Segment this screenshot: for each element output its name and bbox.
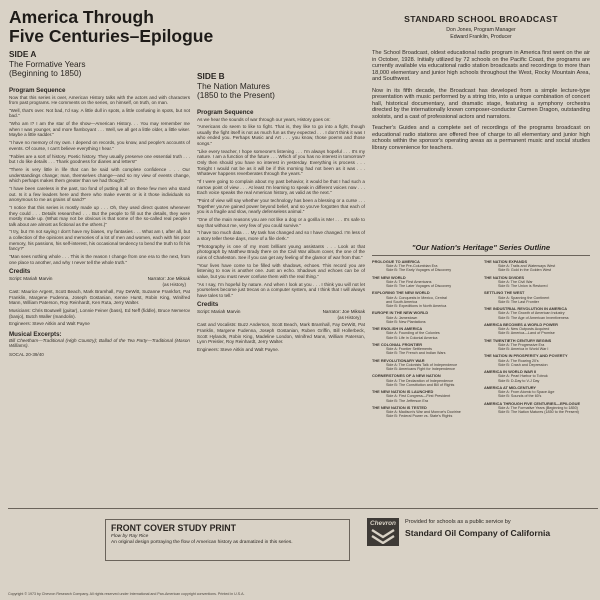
outline-group	[484, 291, 590, 304]
outline-item: and South America	[386, 299, 418, 304]
outline-item: Side A: The Progressive Era	[498, 342, 545, 347]
side-b-paragraph: "If I were going to complain about my past behavior, it would be that I had such a narrow point of view . . . At least I'm learning to speak in different voices now . . . Each voice speaks the real American history, as valid as the next."	[197, 179, 365, 196]
outline-item: Side B: The Age of American Inventiveness	[498, 315, 569, 320]
outline-item: Side B: America—Land of Promise	[498, 331, 555, 336]
broadcast-text	[372, 50, 590, 151]
side-a-paragraph: "I have no memory of my own. I depend on records, you know, and people's accounts of events. Of course, I can't believe everything I hear."	[9, 140, 190, 151]
outline-group-heading: AMERICA BECOMES A WORLD POWER	[484, 321, 558, 327]
front-cover-box	[105, 519, 350, 561]
outline-item: Side A: The Growth of American Industry	[498, 311, 565, 316]
side-a-title: The Formative Years	[9, 58, 86, 69]
outline-item: Side A: The Pre-Columbian Era	[386, 264, 438, 269]
outline-group	[372, 406, 478, 419]
outline-item: Side A: Conquests in Mexico, Central	[386, 295, 447, 300]
outline-left-column	[372, 260, 478, 422]
side-a-label: SIDE A	[9, 49, 37, 59]
outline-item: Side B: Crash and Depression	[498, 362, 548, 367]
outline-group	[484, 370, 590, 383]
outline-item: Side A: The First Americans	[386, 279, 432, 284]
catalog-number: SOCAL 20-39/40	[9, 351, 44, 357]
outline-group	[484, 307, 590, 320]
outline-group-heading: THE COLONIAL FRONTIER	[372, 341, 423, 347]
side-a-paragraph: "Man sees nothing whole . . . This is the reason I change from one era to the next, from one place to another, and why I never tell the whole truth."	[9, 254, 190, 265]
side-a-paragraph: "Fables are a sort of history. Poetic history. They usually preserve one essential truth . . . but I do like details . . . Thank goodness for diaries and letters!"	[9, 153, 190, 165]
outline-group-heading: THE NEW WORLD	[372, 274, 406, 280]
side-a-paragraph: "Well, that's over. Not bad, I'd say. A little dull in spots, a little confusing in spots, but not bad."	[9, 107, 190, 119]
outline-group-heading: EXPLORING THE NEW WORLD	[372, 290, 430, 296]
side-a-paragraph: Now that this series is over, American History talks with the actors and with characters from past programs. He comments on the series, on himself, on truth, on man.	[9, 94, 190, 106]
side-a-paragraph: "I try, but I'm not saying I don't have my biases, my fantasies . . . What am I, after all, but a collection of the opinions and memories of a lot of men and women, each with his poor memory, his passions, his self-interest, his occasional tendency to bend the truth to fit his fancy?"	[9, 229, 190, 252]
side-b-paragraph: As we hear the sounds of war through our years, History goes on:	[197, 116, 331, 122]
side-a-paragraph: "I have been careless in the past, too fond of putting it all on these few men who stand out. Is it a few leaders here and there who make events or is it those individuals so anonymous to me as grains of sand?"	[9, 185, 190, 203]
outline-title: "Our Nation's Heritage" Series Outline	[411, 243, 551, 252]
side-b-paragraph: "Your lives have come to be filled with shadows, echoes. This record you are listening to now is another one. Just an echo. Shadows and echoes can be of value, but you must never confuse them with the real thing."	[197, 262, 365, 279]
outline-item: Side B: New Plantations	[386, 319, 426, 324]
outline-item: Side A: The Civil War	[498, 279, 533, 284]
sponsor-block	[405, 519, 595, 538]
side-a-subtitle: (Beginning to 1850)	[9, 68, 82, 78]
outline-item: Side A: Founding of the Colonies	[386, 331, 440, 336]
outline-item: Side A: From Atomic to Space Age	[498, 390, 555, 395]
title-line-2: Five Centuries–Epilogue	[9, 26, 214, 46]
outline-group	[372, 276, 478, 289]
side-a-script: Script: Mariah Marvin	[9, 276, 53, 282]
side-b-paragraph: "Point of view will say whether your technology has been a blessing or a curse . . . Together you've gained power beyond belief, and so you've forgotten that each of you is a fragile and slow, nearly defenseless animal."	[197, 197, 365, 215]
outline-group	[372, 359, 478, 372]
side-a-program-heading: Program Sequence	[9, 86, 66, 94]
outline-group	[484, 402, 590, 415]
copyright-footer: Copyright © 1973 by Chevron Research Company. All rights reserved under International and Pan-American copyright conventions. Printed in U.S.A.	[8, 592, 245, 596]
outline-group-heading: THE ENGLISH IN AMERICA	[372, 326, 423, 332]
outline-item: Side A: The Roaring 20's	[498, 358, 539, 363]
front-cover-artist: Flow by Ray Rice	[111, 534, 149, 539]
title-line-1: America Through	[9, 7, 154, 27]
outline-item: Side B: America in World War I	[498, 347, 549, 352]
broadcast-manager: Don Jones, Program Manager	[446, 27, 516, 33]
outline-item: Side B: The Jefferson Era	[386, 398, 429, 403]
chevron-logo-text: Chevron	[370, 520, 396, 527]
outline-group-heading: AMERICA IN WORLD WAR II	[484, 369, 537, 375]
outline-item: Side B: The Last Frontier	[498, 299, 539, 304]
side-b-paragraph: "Photography is one of my most brilliant young assistants . . . Look at that photograph by Matthew Brady there on the Civil War album cover, the one of the ruins of Charleston. See if you can get any feeling of the glamor of war from that."	[197, 243, 365, 260]
side-b-paragraph: "As I say, I'm hopeful by nature. And when I look at you . . . I think you will not let yourselves become just trecas on a computer system, and I think that I will always have tales to tell."	[197, 281, 365, 298]
outline-group	[484, 386, 590, 399]
outline-group	[484, 354, 590, 367]
side-b-paragraph: "Like every teacher, I hope someone's listening . . . I'm always hopeful . . . It's my nature. I am a function of the future . . . Which of you has no interest in tomorrow? Only then should you have no interest in yesterday. Everything is process . . . Tonight I would not be as it will be if this morning had not been as it was . . . Whatever happens reverberates through the years."	[197, 148, 365, 177]
side-b-engineers: Engineers: Steve Aitkin and Walt Payne.	[197, 346, 280, 352]
outline-item: Side B: Sounds of the 60's	[498, 394, 542, 399]
broadcast-producer: Edward Franklin, Producer	[450, 33, 512, 40]
side-b-narrator: Narrator: Joe Miksak	[322, 309, 365, 315]
side-a-music-excerpts: Bill Cheetham—Traditional (High Country); Ballad of the Tea Party—Traditional (Mason Williams).	[9, 337, 190, 349]
broadcast-paragraph: Now in its fifth decade, the Broadcast has developed from a simple lecture-type presentation with music performed by a string trio, into a unique combination of concert hall, historical documentary, and dramatic stage, featuring a symphony orchestra directed by the internationally known composer-conductor Carmen Dragon, outstanding soloists, and a cast of professional actors and narrators.	[372, 87, 590, 120]
sponsor-line-2: Standard Oil Company of California	[405, 528, 551, 538]
broadcast-title: STANDARD SCHOOL BROADCAST	[404, 14, 558, 24]
outline-group	[484, 276, 590, 289]
sponsor-line-1: Provided for schools as a public service by	[405, 519, 511, 525]
outline-item: Side B: The Constitution and Bill of Rights	[386, 382, 455, 387]
broadcast-section	[372, 14, 590, 156]
outline-group-heading: THE NATION DIVIDES	[484, 274, 525, 280]
front-cover-heading: FRONT COVER STUDY PRINT	[111, 523, 236, 533]
broadcast-paragraph: Teacher's Guides and a complete set of recordings of the programs broadcast on educational radio stations are offered free of charge to all elementary and junior high schools within the sponsor's operating areas as a permanent music and social studies library convenience for teachers.	[372, 125, 590, 151]
chevron-logo	[367, 518, 399, 546]
side-a-narrator: Narrator: Joe Miksak	[147, 276, 190, 282]
side-a-music-heading: Musical Excerpts:	[9, 330, 62, 338]
side-b-narrator-role: (as History)	[337, 314, 361, 320]
outline-group-heading: THE NEW NATION IS TESTED	[372, 404, 427, 410]
outline-right-column	[484, 260, 590, 422]
outline-item: Side A: Madison's War and Monroe's Doctrine	[386, 410, 461, 415]
outline-group	[372, 260, 478, 273]
outline-item: Side A: The Declaration of Independence	[386, 378, 454, 383]
side-b-cast: Cast and Vocalists: Buzz Anderson, Scott Beach, Mark Bramhall, Fay DeWitt, Pat Franklin, Margene Fudenna, Joseph Gostanian, Ruben Griffin, Bill Hollerbeck, Scott Hylands, Robin King, Madeline London, Winifred Mann, William Paterson, Lynn Preisler, Roy Reinhardt, Jerry Walter.	[197, 322, 365, 345]
outline-item: Side A: The Colonists Talk of Independence	[386, 362, 458, 367]
outline-group-heading: THE TWENTIETH CENTURY BEGINS	[484, 337, 552, 343]
outline-group-heading: THE REVOLUTIONARY WAR	[372, 357, 425, 363]
outline-item: Side B: Federal Power vs. State's Rights	[386, 414, 453, 419]
side-b-label: SIDE B	[197, 71, 225, 81]
outline-item: Side B: Life in Colonial America	[386, 335, 438, 340]
outline-item: Side A: Pearl Harbor to Tobruk	[498, 374, 548, 379]
outline-group	[372, 374, 478, 387]
outline-group-heading: PROLOGUE TO AMERICA	[372, 258, 420, 264]
side-b-title: The Nation Matures	[197, 80, 270, 91]
album-title	[9, 8, 229, 46]
series-outline	[372, 243, 590, 422]
side-b-subtitle: (1850 to the Present)	[197, 90, 275, 100]
outline-item: Side B: The Nation Matures (1850 to the Present)	[498, 410, 579, 415]
outline-item: Side B: Americans Fight for Independence	[386, 367, 456, 372]
outline-item: Side A: New Outposts Acquired	[498, 327, 550, 332]
side-b-paragraph: "Americans do seem to like to fight. That is, they like to go into a fight, though usually the fight itself is not as much fun as they expected . . . I don't think it was I who ended you. Perhaps Music and Art . . . you know, those poems and those songs."	[197, 124, 365, 147]
outline-item: Side A: Trails and Waterways West	[498, 264, 556, 269]
side-a-column	[9, 50, 190, 358]
side-b-program-heading: Program Sequence	[197, 108, 254, 116]
side-a-paragraph: "Who am I? I am the star of the show—American History. . . You may remember me when I was younger, and more flamboyant . . . Well, we all get a little older, a little wiser. Maybe a little sadder."	[9, 121, 190, 138]
outline-group	[484, 323, 590, 336]
side-a-paragraph: "There is very little in life that can be said with complete confidence . . . Our understandings change; man, themselves change—and so my view of events change, which perhaps makes them greater than we had thought."	[9, 166, 190, 184]
outline-group-heading: THE NATION IN PROSPERITY AND POVERTY	[484, 353, 568, 359]
outline-group-heading: AMERICA THROUGH FIVE CENTURIES—EPILOGUE	[484, 400, 581, 406]
chevron-logo-icon	[370, 528, 396, 544]
outline-group-heading: THE NATION EXPANDS	[484, 258, 528, 264]
outline-group-heading: SETTLING THE WEST	[484, 290, 525, 296]
outline-item: Side A: First Congress—First President	[386, 394, 451, 399]
outline-item: Side B: The Early Voyages of Discovery	[386, 268, 452, 273]
outline-item: Side B: The Later Voyages of Discovery	[386, 284, 452, 289]
side-b-program-text	[197, 117, 365, 299]
outline-item: Side B: Gold in the Golden West	[498, 268, 552, 273]
outline-group-heading: THE INDUSTRIAL REVOLUTION IN AMERICA	[484, 306, 568, 312]
side-b-credits-heading: Credits	[197, 301, 219, 309]
outline-group	[484, 260, 590, 273]
side-b-paragraph: "One of the main reasons you are not like a dog or a gorilla is Me! . . . It's safe to say that without me, very few of you could survive."	[197, 216, 365, 228]
outline-item: Side A: Frontier Settlements	[386, 347, 432, 352]
broadcast-paragraph: The School Broadcast, oldest educational radio program in America first went on the air in October, 1928. Initially utilized by 72 schools on the Pacific Coast, the programs are currently available via educational radio station broadcasts and recordings to more than 18,000 elementary and junior high schools throughout the West, Rocky Mountain Area, and Southwest.	[372, 50, 590, 82]
outline-item: Side A: Jamestown	[386, 315, 418, 320]
front-cover-description: An original design portraying the flow of American history as dramatized in this series.	[111, 540, 293, 545]
outline-item: Side A: The Formative Years (Beginning to 1850)	[498, 405, 578, 410]
outline-group	[372, 311, 478, 324]
side-a-credits-heading: Credits	[9, 268, 31, 276]
side-b-column	[197, 72, 365, 352]
side-b-paragraph: "I have too much data . . . My task has changed and so I have changed. I'm less of a story teller these days, more of a file clerk."	[197, 230, 365, 241]
side-a-engineers: Engineers: Steve Aitkin and Walt Payne	[9, 321, 90, 327]
outline-item: Side B: Expeditions in North America	[386, 304, 447, 309]
outline-group	[372, 343, 478, 356]
side-a-musicians: Musicians: Chris Boutwell (guitar), Lonnie Feiner (bass), Ed Neff (fiddle), Bruce Nemerov (banjo), Butch Waller (mandolin).	[9, 308, 190, 319]
outline-group-heading: THE NEW NATION IS LAUNCHED	[372, 389, 434, 395]
outline-group	[372, 390, 478, 403]
side-a-narrator-role: (as History)	[162, 281, 186, 287]
outline-group-heading: CORNERSTONES OF A NEW NATION	[372, 373, 441, 379]
side-a-paragraph: "I notice that this series is mostly made up . . . Oh, they used direct quotes whenever they could . . . Details researched . . . But the people to fill out the details, they were mostly made up. (What may not be obvious is that some of the so-called real people I talk about are almost as fictional as the others.)"	[9, 204, 190, 227]
outline-group	[484, 339, 590, 352]
outline-divider	[372, 255, 590, 256]
side-a-program-text	[9, 95, 190, 266]
bottom-divider	[8, 508, 598, 509]
outline-group-heading: EUROPE IN THE NEW WORLD	[372, 310, 429, 316]
side-b-script: Script: Mariah Marvin	[197, 309, 241, 315]
outline-item: Side B: The French and Indian Wars	[386, 351, 446, 356]
side-a-cast: Cast: Maurice Argent, Scott Beach, Mark Bramhall, Fay DeWitt, Suzanne Frankfort, Pat Franklin, Margene Fudenna, Joseph Gostanian, Kenne Hurst, Robin King, Winifred Mann, William Paterson, Roy Reinhardt, Ken Ruta, Jerry Walter.	[9, 289, 190, 306]
outline-item: Side A: Spanning the Continent	[498, 295, 550, 300]
outline-item: Side B: D-Day to V-J Day	[498, 378, 540, 383]
outline-item: Side B: The Union is Restored	[498, 284, 548, 289]
outline-group-heading: AMERICA AT MID-CENTURY	[484, 384, 537, 390]
outline-columns	[372, 260, 590, 422]
outline-group	[372, 327, 478, 340]
outline-group	[372, 291, 478, 308]
